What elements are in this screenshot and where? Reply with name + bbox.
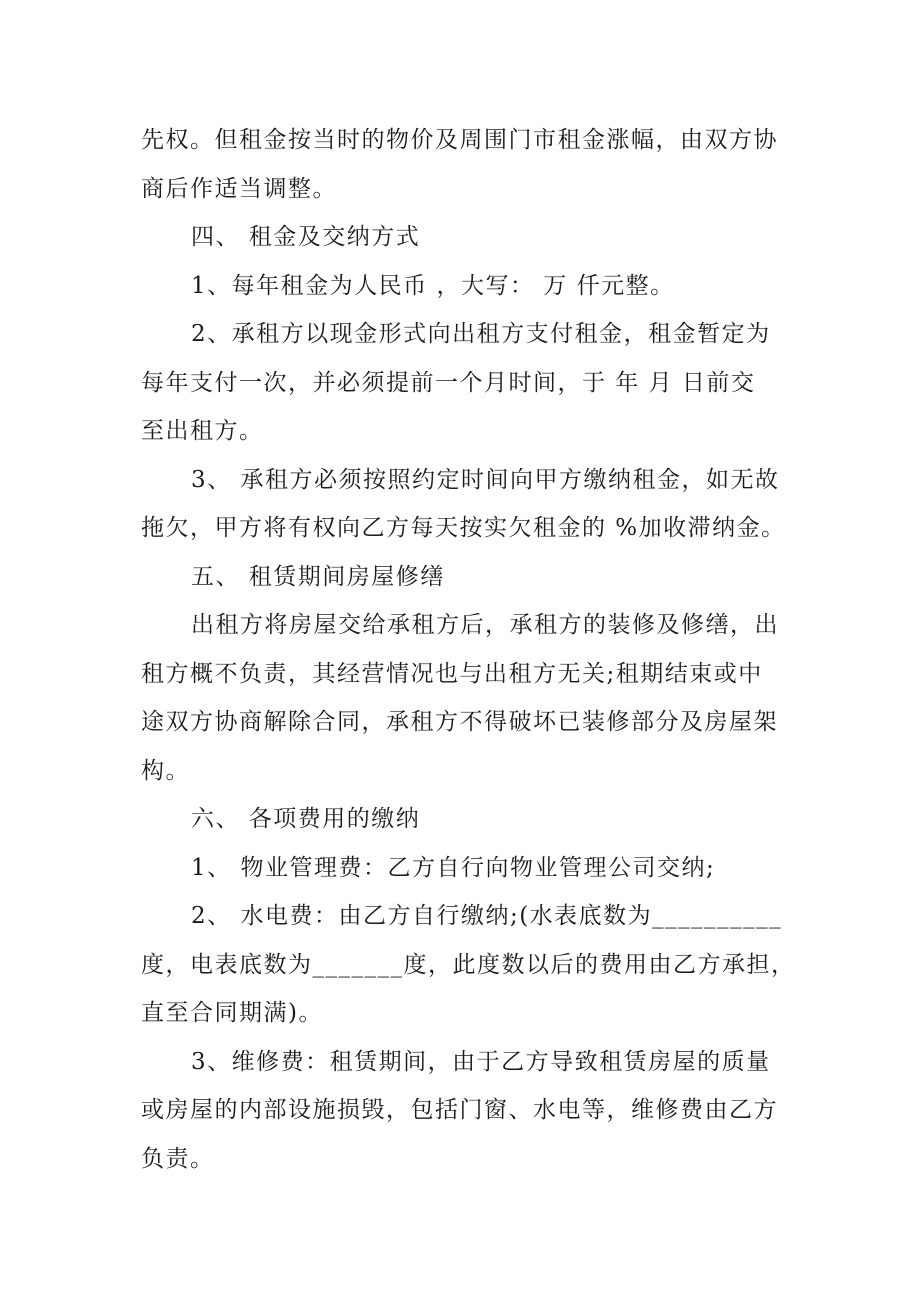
paragraph-line: 或房屋的内部设施损毁，包括门窗、水电等，维修费由乙方 (141, 1097, 778, 1123)
paragraph-line: 先权。但租金按当时的物价及周围门市租金涨幅，由双方协 (141, 127, 778, 153)
paragraph-line: 3、 承租方必须按照约定时间向甲方缴纳租金，如无故 (191, 466, 780, 493)
section-heading-5: 五、 租赁期间房屋修缮 (191, 563, 445, 590)
section-heading-6: 六、 各项费用的缴纳 (191, 806, 421, 832)
paragraph-line: 1、 物业管理费：乙方自行向物业管理公司交纳; (191, 854, 716, 881)
paragraph-line: 2、承租方以现金形式向出租方支付租金，租金暂定为 (191, 321, 771, 347)
document-page (141, 116, 796, 1183)
paragraph-line: 2、 水电费：由乙方自行缴纳;(水表底数为__________ (191, 903, 783, 929)
section-heading-4: 四、 租金及交纳方式 (191, 224, 421, 250)
paragraph-line: 每年支付一次，并必须提前一个月时间，于 年 月 日前交 (141, 369, 756, 396)
paragraph-line: 拖欠，甲方将有权向乙方每天按实欠租金的 %加收滞纳金。 (141, 515, 786, 541)
paragraph-line: 商后作适当调整。 (141, 175, 337, 202)
paragraph-line: 出租方将房屋交给承租方后，承租方的装修及修缮，出 (191, 612, 779, 638)
paragraph-line: 1、每年租金为人民币 ，大写： 万 仟元整。 (191, 272, 675, 299)
paragraph-line: 度，电表底数为_______度，此度数以后的费用由乙方承担， (141, 951, 796, 978)
paragraph-line: 租方概不负责，其经营情况也与出租方无关;租期结束或中 (141, 660, 763, 687)
paragraph-line: 途双方协商解除合同，承租方不得破坏已装修部分及房屋架 (141, 709, 778, 735)
paragraph-line: 直至合同期满)。 (141, 1000, 323, 1026)
paragraph-line: 至出租方。 (141, 418, 264, 444)
paragraph-line: 负责。 (141, 1145, 215, 1172)
paragraph-line: 构。 (141, 757, 190, 784)
paragraph-line: 3、维修费：租赁期间，由于乙方导致租赁房屋的质量 (191, 1048, 771, 1075)
